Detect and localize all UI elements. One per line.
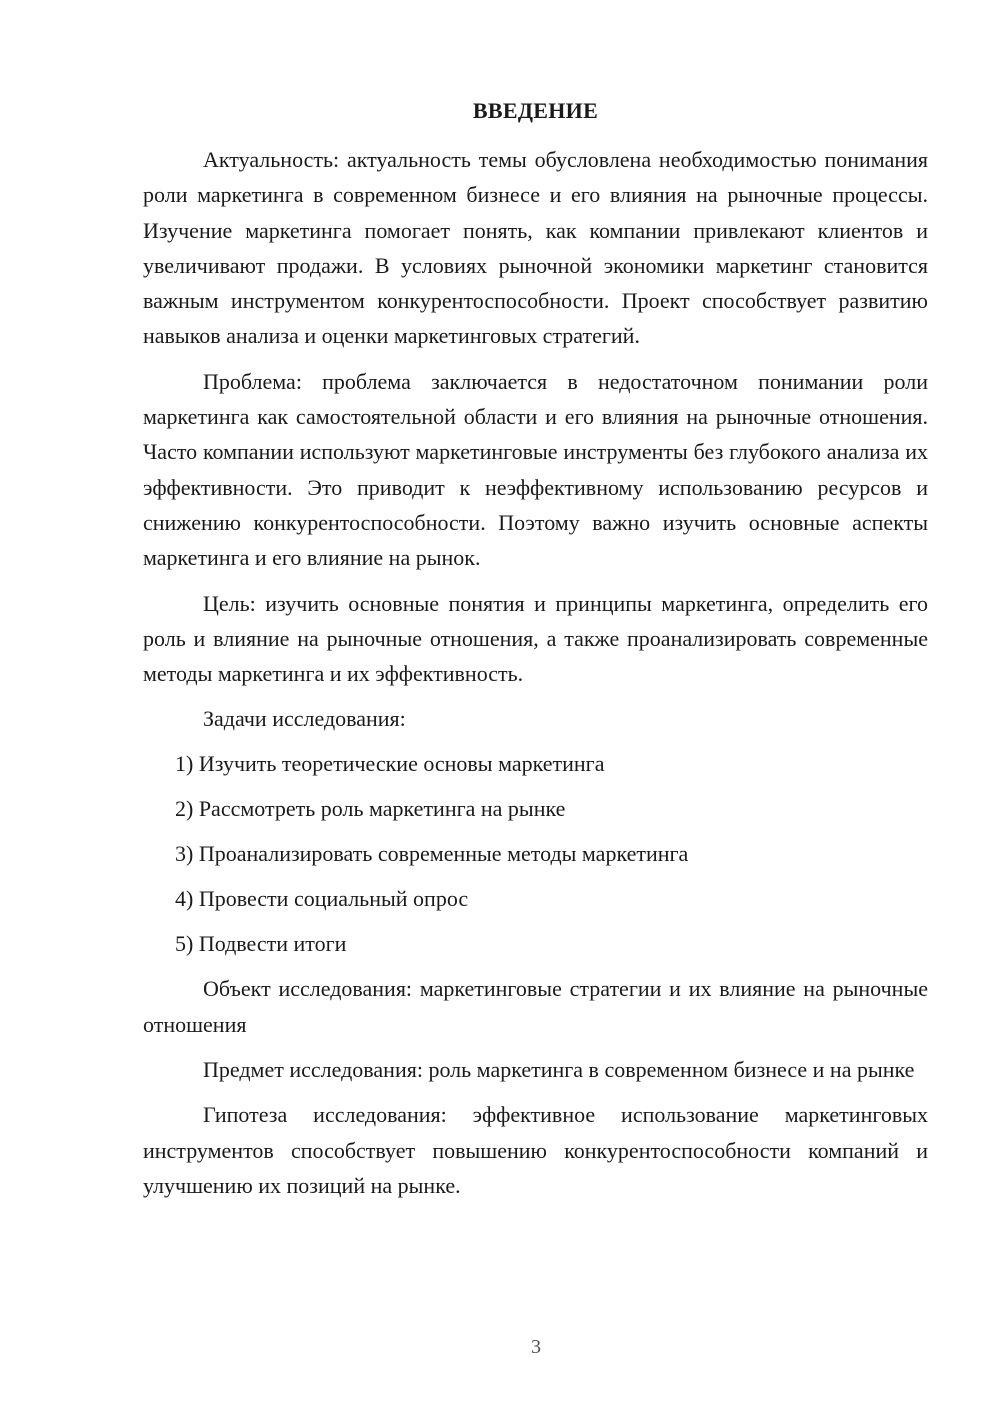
- hypothesis-paragraph: Гипотеза исследования: эффективное использование маркетинговых инструментов способствует повышению конкурентоспособности компаний и улучшению их позиций на рынке.: [143, 1102, 928, 1198]
- tasks-heading: Задачи исследования:: [203, 706, 406, 732]
- problem-paragraph: Проблема: проблема заключается в недостаточном понимании роли маркетинга как самостоятельной области и его влияния на рыночные отношения. Часто компании используют маркетинговые инструменты без глубокого анализа их эффективности. Это приводит к неэффективному использованию ресурсов и снижению конкурентоспособности. Поэтому важно изучить основные аспекты маркетинга и его влияние на рынок.: [143, 368, 928, 571]
- task-item-3: 3) Проанализировать современные методы маркетинга: [175, 841, 689, 867]
- tasks-list: [143, 746, 928, 961]
- task-item-4: 4) Провести социальный опрос: [175, 886, 469, 912]
- task-item-5: 5) Подвести итоги: [175, 931, 347, 957]
- page-content: [143, 93, 928, 1213]
- subject-paragraph: Предмет исследования: роль маркетинга в современном бизнесе и на рынке: [203, 1057, 915, 1083]
- task-item-2: 2) Рассмотреть роль маркетинга на рынке: [175, 796, 566, 822]
- page-number: 3: [531, 1336, 541, 1358]
- page-title: ВВЕДЕНИЕ: [472, 98, 599, 123]
- task-item-1: 1) Изучить теоретические основы маркетинга: [175, 751, 605, 777]
- object-paragraph: Объект исследования: маркетинговые стратегии и их влияние на рыночные отношения: [143, 976, 928, 1037]
- relevance-paragraph: Актуальность: актуальность темы обусловлена необходимостью понимания роли маркетинга в современном бизнесе и его влияния на рыночные процессы. Изучение маркетинга помогает понять, как компании привлекают клиентов и увеличивают продажи. В условиях рыночной экономики маркетинг становится важным инструментом конкурентоспособности. Проект способствует развитию навыков анализа и оценки маркетинговых стратегий.: [143, 147, 928, 349]
- goal-paragraph: Цель: изучить основные понятия и принципы маркетинга, определить его роль и влияние на рыночные отношения, а также проанализировать современные методы маркетинга и их эффективность.: [143, 590, 928, 687]
